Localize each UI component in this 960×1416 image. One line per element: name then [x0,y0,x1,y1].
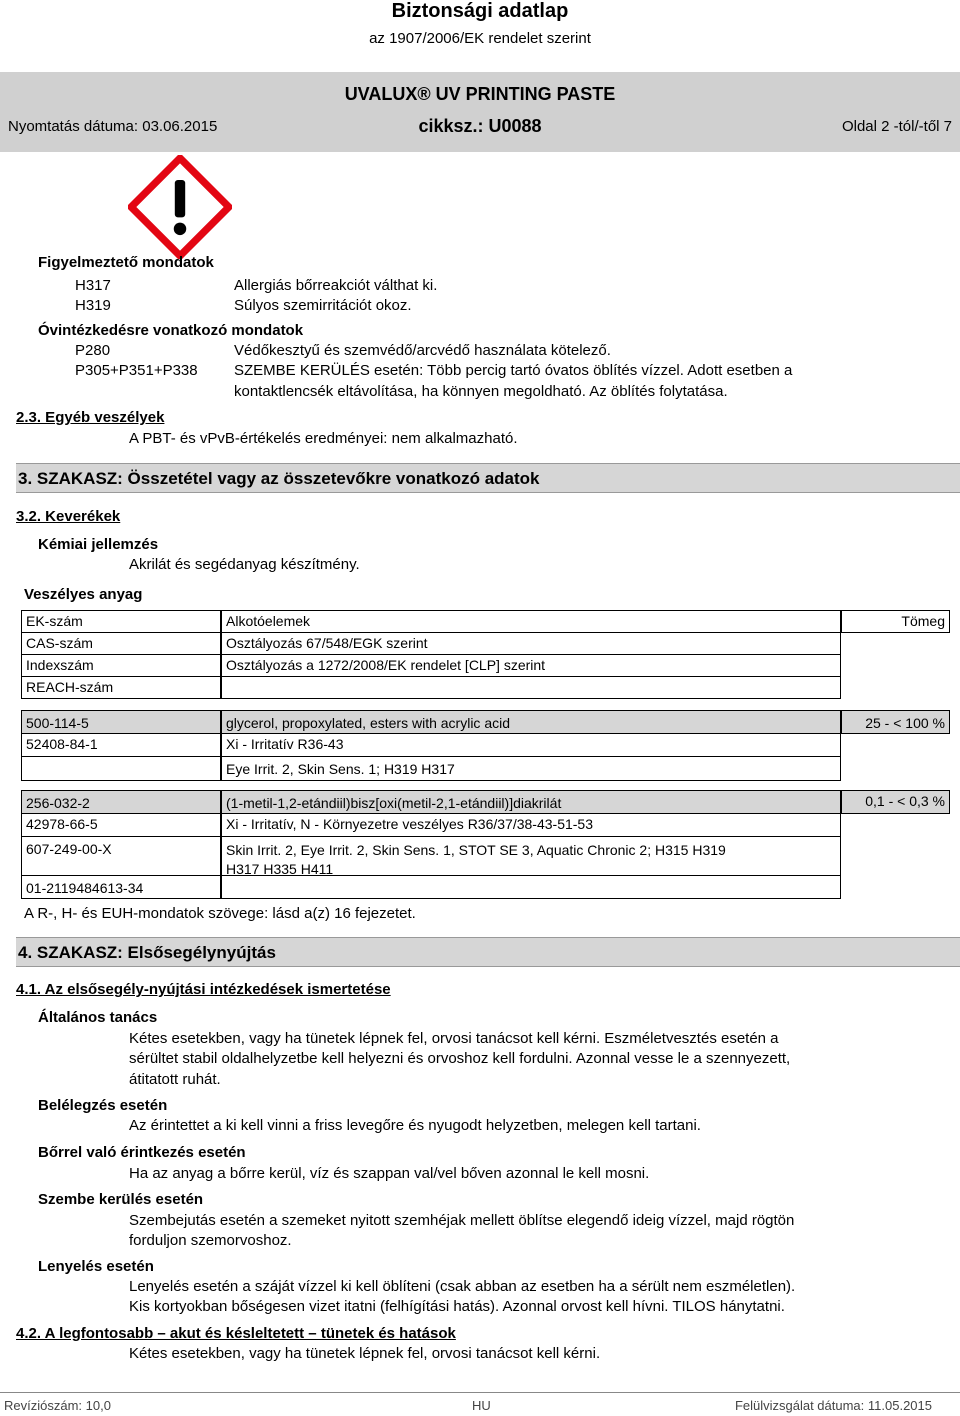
table-cell-name: (1-metil-1,2-etándiil)bisz[oxi(metil-2,1-etándiil)]diakrilát [221,790,841,814]
table-header-weight: Tömeg [841,610,950,633]
precautionary-heading: Óvintézkedésre vonatkozó mondatok [38,322,304,339]
table-cell-reach: 01-2119484613-34 [21,875,221,899]
table-header-cas: CAS-szám [21,632,221,655]
table-header-ec: EK-szám [21,610,221,633]
table-cell-clp [221,836,841,876]
precaution-text: Védőkesztyű és szemvédő/arcvédő használata kötelező. [234,342,611,359]
table-cell-weight: 25 - < 100 % [841,710,950,734]
table-cell-clp: Eye Irrit. 2, Skin Sens. 1; H319 H317 [221,756,841,781]
skin-contact-text: Ha az anyag a bőrre kerül, víz és szappan val/vel bőven azonnal le kell mosni. [129,1165,650,1182]
inhalation-heading: Belélegzés esetén [38,1097,168,1114]
chemical-characterization-heading: Kémiai jellemzés [38,536,159,553]
eye-contact-text: Szembejutás esetén a szemeket nyitott szemhéjak mellett öblítse elegendő ideig vízzel, majd rögtön [129,1212,795,1229]
review-date: Felülvizsgálat dátuma: 11.05.2015 [734,1398,932,1413]
general-advice-heading: Általános tanács [38,1009,158,1026]
ghs-exclamation-icon [128,155,232,259]
hazard-statements-heading: Figyelmeztető mondatok [38,254,214,271]
precaution-text-continued: kontaktlencsék eltávolítása, ha könnyen megoldható. Az öblítés folytatása. [234,383,728,400]
other-hazards-text: A PBT- és vPvB-értékelés eredményei: nem alkalmazható. [129,430,518,447]
table-cell-class67: Xi - Irritatív, N - Környezetre veszélyes R36/37/38-43-51-53 [221,813,841,837]
article-number: cikksz.: U0088 [418,116,542,136]
section-3-title: 3. SZAKASZ: Összetétel vagy az összetevőkre vonatkozó adatok [16,463,960,493]
section-4-title: 4. SZAKASZ: Elsősegélynyújtás [16,937,960,967]
table-cell-cas: 42978-66-5 [21,813,221,837]
hazard-text: Allergiás bőrreakciót válthat ki. [234,277,438,294]
hazard-text: Súlyos szemirritációt okoz. [234,297,412,314]
ingestion-text: Lenyelés esetén a száját vízzel ki kell öblíteni (csak abban az esetben ha a sérült nem eszméletlen). [129,1278,796,1295]
inhalation-text: Az érintettet a ki kell vinni a friss levegőre és nyugodt helyzetben, melegen kell tartani. [129,1117,701,1134]
table-cell-name: glycerol, propoxylated, esters with acrylic acid [221,710,841,734]
first-aid-measures-heading: 4.1. Az elsősegély-nyújtási intézkedések ismertetése [16,981,391,998]
mixtures-heading: 3.2. Keverékek [16,508,121,525]
table-header-reach: REACH-szám [21,676,221,699]
hazardous-substances-heading: Veszélyes anyag [24,586,143,603]
language-code: HU [472,1398,491,1413]
table-cell-clp-line: Skin Irrit. 2, Eye Irrit. 2, Skin Sens. 1, STOT SE 3, Aquatic Chronic 2; H315 H319 [226,842,726,858]
table-header-empty [221,676,841,699]
ingestion-text: Kis kortyokban bőségesen vizet itatni (felhígítási hatás). Azonnal orvost kell hívni. TILOS hánytatni. [129,1298,785,1315]
page-number: Oldal 2 -tól/-től 7 [841,118,952,135]
footer-divider [0,1392,960,1393]
hazard-code: H317 [75,277,111,294]
revision-number: Revíziószám: 10,0 [4,1398,111,1413]
ingestion-heading: Lenyelés esetén [38,1258,154,1275]
table-cell-index [21,756,221,781]
r-h-statements-note: A R-, H- és EUH-mondatok szövege: lásd a(z) 16 fejezetet. [24,905,416,922]
document-subtitle: az 1907/2006/EK rendelet szerint [369,30,591,47]
table-header-components: Alkotóelemek [221,610,841,633]
symptoms-heading: 4.2. A legfontosabb – akut és késleltetett – tünetek és hatások [16,1325,456,1342]
other-hazards-heading: 2.3. Egyéb veszélyek [16,409,165,426]
table-cell-clp-line: H317 H335 H411 [226,861,334,877]
product-name: UVALUX® UV PRINTING PASTE [344,84,616,104]
table-cell-class67: Xi - Irritatív R36-43 [221,733,841,757]
table-cell-empty [221,875,841,899]
precaution-text: SZEMBE KERÜLÉS esetén: Több percig tartó óvatos öblítés vízzel. Adott esetben a [234,362,793,379]
table-cell-weight: 0,1 - < 0,3 % [841,790,950,814]
precaution-code: P280 [75,342,111,359]
hazard-code: H319 [75,297,111,314]
print-date: Nyomtatás dátuma: 03.06.2015 [8,118,218,135]
general-advice-text: átitatott ruhát. [129,1071,221,1088]
chemical-characterization-text: Akrilát és segédanyag készítmény. [129,556,360,573]
document-title: Biztonsági adatlap [391,0,569,22]
table-cell-cas: 52408-84-1 [21,733,221,757]
eye-contact-text: forduljon szemorvoshoz. [129,1232,292,1249]
precaution-code: P305+P351+P338 [75,362,198,379]
general-advice-text: Kétes esetekben, vagy ha tünetek lépnek fel, orvosi tanácsot kell kérni. Eszméletvesztés esetén a [129,1030,779,1047]
table-header-index: Indexszám [21,654,221,677]
eye-contact-heading: Szembe kerülés esetén [38,1191,204,1208]
table-cell-index: 607-249-00-X [21,836,221,876]
document-header-band [0,72,960,152]
symptoms-text: Kétes esetekben, vagy ha tünetek lépnek fel, orvosi tanácsot kell kérni. [129,1345,601,1362]
general-advice-text: sérültet stabil oldalhelyzetbe kell helyezni és orvoshoz kell fordulni. Azonnal vesse le a szennyezett, [129,1050,791,1067]
skin-contact-heading: Bőrrel való érintkezés esetén [38,1144,246,1161]
table-cell-ec: 500-114-5 [21,710,221,734]
table-header-class67: Osztályozás 67/548/EGK szerint [221,632,841,655]
table-cell-ec: 256-032-2 [21,790,221,814]
table-header-clp: Osztályozás a 1272/2008/EK rendelet [CLP] szerint [221,654,841,677]
